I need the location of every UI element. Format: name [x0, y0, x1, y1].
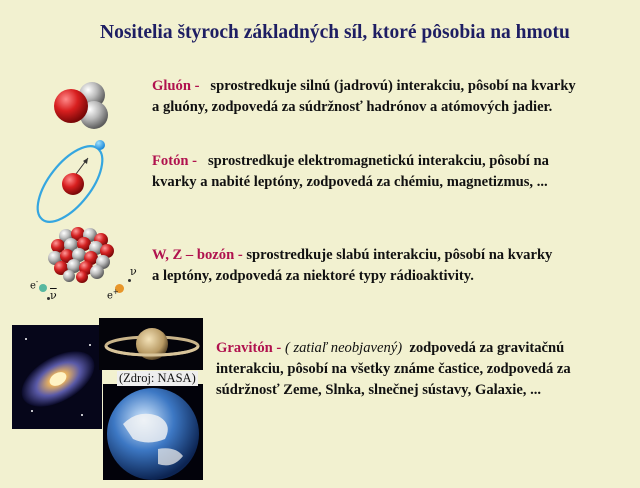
antineutrino-label: $\overline{\nu}$: [50, 289, 57, 302]
boson-line-2: a leptóny, zodpovedá za niektoré typy rádioaktivity.: [152, 268, 474, 284]
term-photon: Fotón: [152, 153, 189, 169]
item-gluon: [152, 76, 576, 118]
earth-image: [103, 384, 203, 480]
photon-orbit-icon: [32, 136, 112, 228]
photon-line-2: kvarky a nabité leptóny, zodpovedá za chémiu, magnetizmus, ...: [152, 174, 548, 190]
gluon-line-2: a gluóny, zodpovedá za súdržnosť hadrónov a atómových jadier.: [152, 99, 553, 115]
image-caption: (Zdroj: NASA): [119, 371, 196, 385]
term-separator: -: [190, 78, 200, 94]
galaxy-image: [12, 325, 102, 429]
neutrino-dot-icon: [128, 279, 131, 282]
term-separator: -: [188, 153, 197, 169]
graviton-line-3: súdržnosť Zeme, Slnka, slnečnej sústavy, Galaxie, ...: [216, 382, 542, 398]
graviton-note: ( zatiaľ neobjavený): [284, 340, 403, 356]
item-boson: [152, 245, 552, 287]
electron-label: e-: [30, 278, 39, 292]
saturn-image: [99, 318, 203, 370]
term-graviton: Gravitón: [216, 340, 273, 356]
electron-dot-icon: [39, 284, 47, 292]
term-boson: W, Z – bozón: [152, 247, 235, 263]
boson-line-1: sprostredkuje slabú interakciu, pôsobí na kvarky: [246, 247, 553, 263]
item-photon: [152, 151, 549, 193]
nucleus-decay-icon: [46, 226, 118, 284]
item-graviton: [216, 338, 571, 401]
positron-label: e+: [107, 288, 119, 302]
gluon-line-1: sprostredkuje silnú (jadrovú) interakciu, pôsobí na kvarky: [210, 78, 576, 94]
graviton-line-2: interakciu, pôsobí na všetky známe častice, zodpovedá za: [216, 361, 571, 377]
page-title: Nositelia štyroch základných síl, ktoré pôsobia na hmotu: [100, 22, 570, 43]
term-separator: -: [234, 247, 243, 263]
graviton-line-1: zodpovedá za gravitačnú: [409, 340, 565, 356]
term-separator: -: [272, 340, 282, 356]
term-gluon: Gluón: [152, 78, 191, 94]
gluon-balls-icon: [46, 78, 116, 138]
photon-line-1: sprostredkuje elektromagnetickú interakciu, pôsobí na: [207, 153, 549, 169]
neutrino-label: ν: [130, 265, 137, 278]
